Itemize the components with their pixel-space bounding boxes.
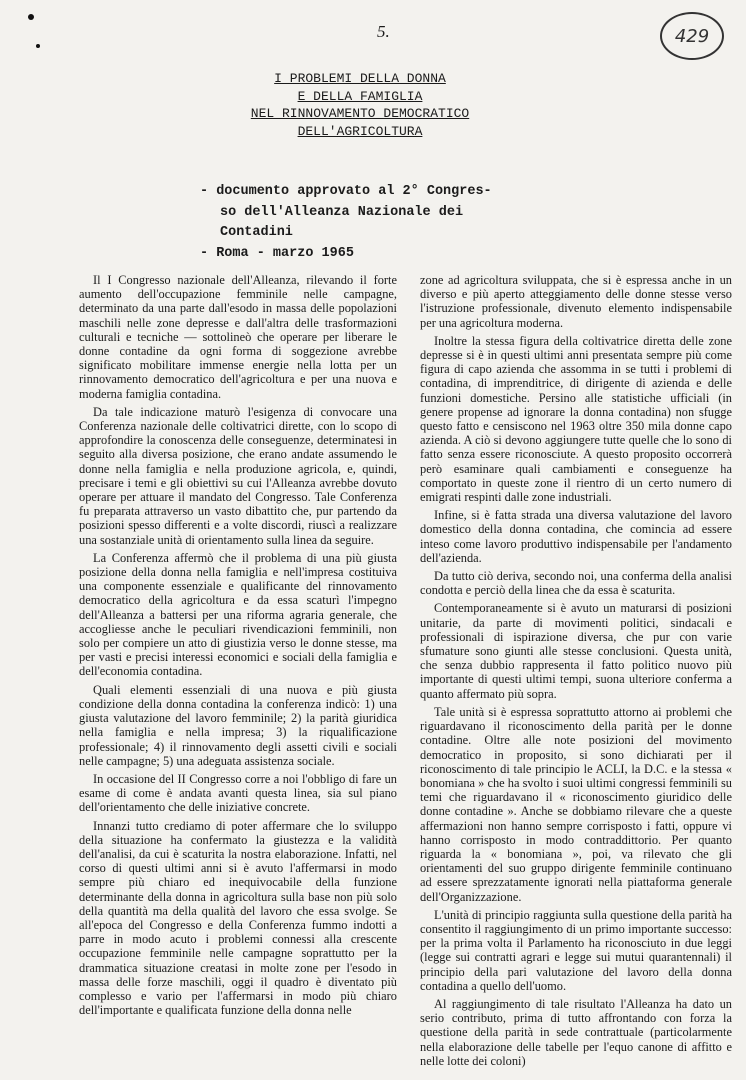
paragraph: Infine, si è fatta strada una diversa valutazione del lavoro domestico della donna contadina, che comincia ad essere inteso come lavoro produttivo indispensabile per l'andamento dell'azienda.	[420, 508, 732, 565]
left-text-column	[79, 273, 397, 1021]
paragraph: zone ad agricoltura sviluppata, che si è espressa anche in un diverso e più aperto atteggiamento delle donne stesse verso l'istruzione professionale, divenuto elemento indispensabile per una agricoltura moderna.	[420, 273, 732, 330]
paragraph: Tale unità si è espressa soprattutto attorno ai problemi che riguardavano il riconoscimento della parità per le donne contadine. Oltre alle note posizioni del movimento democratico in proposito, si sono dichiarati per il riconoscimento di tale principio le ACLI, la D.C. e la stessa « bonomiana » che ha svolto i suoi ultimi congressi femminili su temi che riguardavano il « riconoscimento giuridico delle donne contadine ». Anche se dobbiamo rilevare che a queste affermazioni non hanno sempre corrisposto i fatti, oppure vi hanno corrisposto in modo contraddittorio. Per quanto riguarda la « bonomiana », poi, va rilevato che gli orientamenti del suo gruppo dirigente femminile continuano ad essere sprezzatamente ignorati nella piattaforma generale dell'Organizzazione.	[420, 704, 732, 904]
paragraph: In occasione del II Congresso corre a noi l'obbligo di fare un esame di come è andata avanti questa linea, sia sul piano dell'orientamento che delle iniziative concrete.	[79, 771, 397, 815]
subtitle-line: - Roma - marzo 1965	[200, 245, 354, 261]
title-line: E DELLA FAMIGLIA	[297, 88, 423, 104]
paragraph: Innanzi tutto crediamo di poter affermare che lo sviluppo della situazione ha confermato la giustezza e la validità dell'analisi, da cui è scaturita la nostra elaborazione. Infatti, nel corso di questi ultimi anni si è avuto l'affermarsi in modo sempre più chiaro ed inequivocabile della funzione determinante della donna in agricoltura sulla base non più solo della quantità ma della qualità del lavoro che essa svolge. Se all'epoca del Congresso e della Conferenza fummo indotti a parre in modo acuto i problemi connessi alla crescente occupazione femminile nelle campagne soprattutto per la drammatica situazione creatasi in molte zone per l'esodo in massa delle forze maschili, oggi il quadro è diventato più complesso e vario per l'affermarsi in modo più chiaro dell'importante e qualificata funzione della donna nelle	[79, 818, 397, 1018]
right-text-column	[420, 273, 732, 1072]
punch-mark-dot	[36, 44, 40, 48]
paragraph: Il I Congresso nazionale dell'Alleanza, rilevando il forte aumento dell'occupazione femminile nelle campagne, determinato da una parte dall'esodo in massa delle popolazioni maschili nelle zone depresse e dall'altra delle trasformazioni culturali e tecniche — sottolineò che operare per liberare le donne contadine da ogni forma di soggezione avrebbe significato mobilitare immense energie nella lotta per un rinnovamento democratico dell'agricoltura e per una nuova e moderna famiglia contadina.	[79, 273, 397, 401]
title-line: DELL'AGRICOLTURA	[297, 123, 423, 139]
subtitle-line: so dell'Alleanza Nazionale dei	[220, 204, 464, 220]
title-line: I PROBLEMI DELLA DONNA	[274, 71, 446, 86]
title-line: NEL RINNOVAMENTO DEMOCRATICO	[250, 106, 470, 121]
punch-mark-dot	[28, 14, 34, 20]
document-title	[225, 70, 495, 140]
paragraph: Da tutto ciò deriva, secondo noi, una conferma della analisi condotta e perciò della linea che da essa è scaturita.	[420, 569, 732, 598]
page-number: 5.	[377, 22, 390, 41]
paragraph: Contemporaneamente si è avuto un maturarsi di posizioni unitarie, da parte di movimenti politici, sindacali e professionali di ispirazione diversa, che pur con varie sfumature sono giunti alle stesse conclusioni. Questa unità, che senza dubbio rappresenta il fatto politico nuovo più importante di questi ultimi tempi, suona ulteriore conferma a quanto affermato più sopra.	[420, 601, 732, 701]
paragraph: L'unità di principio raggiunta sulla questione della parità ha consentito il raggiungimento di un primo importante successo: per la prima volta il Parlamento ha riconosciuto in due leggi (legge sui contratti agrari e legge sui mutui quarantennali) il principio della pari valutazione del lavoro della donna contadina a quello dell'uomo.	[420, 907, 732, 993]
document-subtitle	[200, 182, 560, 264]
subtitle-line: - documento approvato al 2° Congres-	[200, 184, 492, 199]
paragraph: Al raggiungimento di tale risultato l'Alleanza ha dato un serio contributo, prima di tutto affrontando con forza la questione della parità in sede contrattuale (particolarmente nella elaborazione delle tabelle per l'equo canone di affitto e nelle lotte dei coloni)	[420, 996, 732, 1068]
subtitle-line: Contadini	[220, 225, 293, 240]
paragraph: La Conferenza affermò che il problema di una più giusta posizione della donna nella famiglia e nell'impresa costituiva una componente essenziale e qualificante del rinnovamento democratico della agricoltura e da essa scaturì l'impegno dell'Alleanza a battersi per una riforma agraria generale, che accogliesse anche le peculiari rivendicazioni femminili, non solo per compiere un atto di giustizia verso le donne stesse, ma per vasti e precisi interessi economici e sociali della famiglia e dell'economia contadina.	[79, 550, 397, 679]
paragraph: Inoltre la stessa figura della coltivatrice diretta delle zone depresse si è in questi ultimi anni presentata sempre più come figura di capo azienda che assomma in se tutti i problemi di contadina, di imprenditrice, di dirigente di azienda e delle funzioni domestiche. Persino alle statistiche ufficiali (in genere propense ad ignorare la donna contadina) non sfugge questo fatto e censiscono nel 1963 oltre 350 mila donne capo azienda. A ciò si devono aggiungere tutte quelle che lo sono di fatto senza essere riconosciute. A questo proposito occorrerà però esaminare quali cambiamenti e conseguenze ha comportato in queste zone il rientro di un certo numero di emigrati respinti dalle zone industriali.	[420, 333, 732, 505]
paragraph: Quali elementi essenziali di una nuova e più giusta condizione della donna contadina la conferenza indicò: 1) una giusta valutazione del lavoro femminile; 2) la parità giuridica nella famiglia e nella impresa; 3) la riqualificazione professionale; 4) il rinnovamento degli assetti civili e sociali nelle campagne; 5) una adeguata assistenza sociale.	[79, 682, 397, 768]
archive-stamp: 429	[660, 12, 724, 60]
paragraph: Da tale indicazione maturò l'esigenza di convocare una Conferenza nazionale delle coltivatrici dirette, con lo scopo di approfondire la conoscenza delle conseguenze, determinatesi in seguito alla diversa posizione, che erano andate assumendo le donne nella famiglia e nella produzione agricola, e, quindi, precisare i temi e gli obiettivi su cui l'Alleanza avrebbe dovuto operare per attuare il mandato del Congresso. Tale Conferenza fu preparata attraverso un vasto dibattito che, pur partendo da posizioni spesso differenti e a volte discordi, riuscì a realizzare una sostanziale unità di orientamento sulla linea da seguire.	[79, 404, 397, 547]
